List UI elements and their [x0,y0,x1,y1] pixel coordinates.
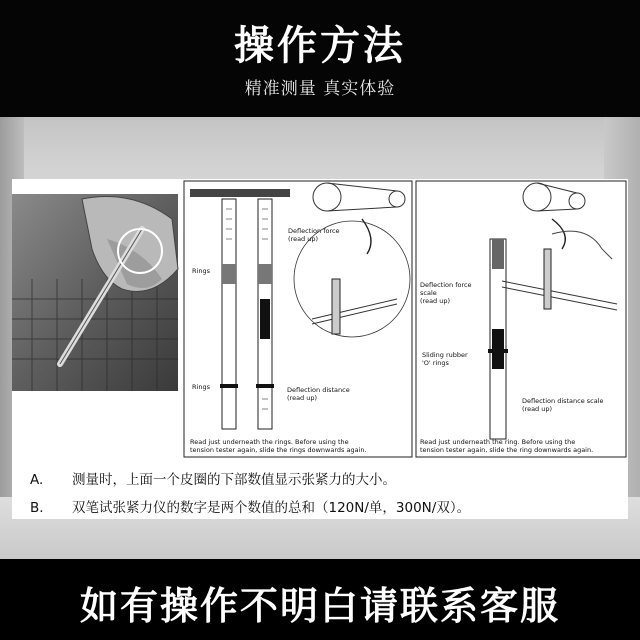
label-distance-scale: Deflection distance scale [522,397,604,405]
label-rubber-rings: Sliding rubber [422,351,468,359]
middle-note-line-1: Read just underneath the rings. Before using the [190,438,349,446]
footer-banner [0,559,640,640]
label-rings-upper: Rings [192,267,210,275]
page-subtitle: 精准测量 真实体验 [244,79,396,99]
label-force-scale: Deflection force [420,281,472,289]
label-deflection-distance-readup: (read up) [287,394,318,402]
hand-photo [12,194,178,391]
instruction-a [30,468,396,488]
label-force-scale-2: scale [420,289,437,297]
instruction-text: 测量时，上面一个皮圈的下部数值显示张紧力的大小。 [72,472,396,488]
label-deflection-force-readup: (read up) [288,235,319,243]
label-rubber-rings-2: 'O' rings [422,359,449,367]
instruction-sheet [12,179,628,519]
middle-panel-frame [184,181,412,457]
right-note-line-2: tension tester again, slide the ring downwards again. [420,446,594,454]
middle-note-line-2: tension tester again, slide the rings downwards again. [190,446,367,454]
photo-backdrop [0,117,640,559]
label-force-scale-readup: (read up) [420,297,451,305]
instruction-letter: B. [30,500,44,516]
label-deflection-distance: Deflection distance [287,386,350,394]
right-panel-frame [416,181,626,457]
footer-contact-text: 如有操作不明白请联系客服 [79,584,560,628]
page-title: 操作方法 [234,23,406,69]
label-distance-scale-readup: (read up) [522,405,553,413]
header-banner [0,0,640,117]
label-deflection-force: Deflection force [288,227,340,235]
instruction-text: 双笔试张紧力仪的数字是两个数值的总和（120N/单，300N/双）。 [72,500,471,516]
instruction-b [30,496,470,516]
label-rings-lower: Rings [192,383,210,391]
instruction-letter: A. [30,472,44,488]
right-note-line-1: Read just underneath the ring. Before using the [420,438,576,446]
